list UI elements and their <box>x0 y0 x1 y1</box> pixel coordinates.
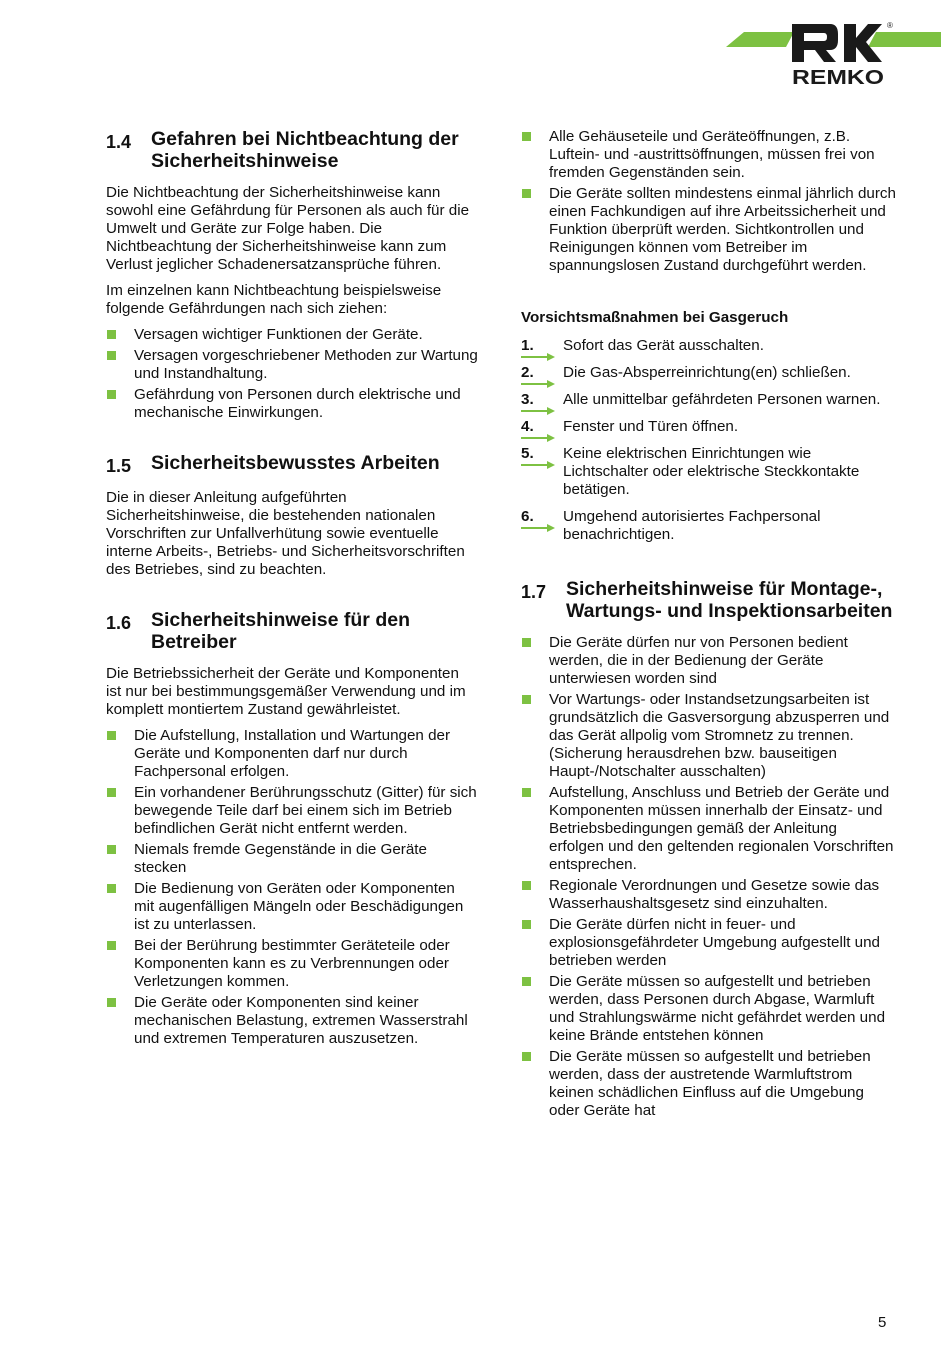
list-item: Alle Gehäuseteile und Geräteöffnungen, z.B. Luftein- und -austrittsöffnungen, müssen frei von fremden Gegenständen sein. <box>521 128 896 182</box>
step-text: Die Gas-Absperreinrichtung(en) schließen. <box>563 364 851 381</box>
arrow-underline-icon <box>521 434 555 442</box>
list-item: Regionale Verordnungen und Gesetze sowie das Wasserhaushaltsgesetz sind einzuhalten. <box>521 877 896 913</box>
section-title: Gefahren bei Nichtbeachtung der Sicherheitshinweise <box>151 128 459 172</box>
brand-name: REMKO <box>792 67 884 88</box>
list-item: Die Geräte dürfen nur von Personen bedient werden, die in der Bedienung der Geräte unterwiesen worden sind <box>521 634 896 688</box>
step-text: Fenster und Türen öffnen. <box>563 418 739 435</box>
bullet-list <box>106 326 478 422</box>
step-text: Keine elektrischen Einrichtungen wie Lichtschalter oder elektrische Steckkontakte betätigen. <box>563 445 860 498</box>
list-item: Bei der Berührung bestimmter Geräteteile oder Komponenten kann es zu Verbrennungen oder Verletzungen kommen. <box>106 937 478 991</box>
step-number-text: 5. <box>521 445 534 462</box>
step-item <box>521 364 896 382</box>
step-text: Alle unmittelbar gefährdeten Personen warnen. <box>563 391 881 408</box>
step-item <box>521 508 896 544</box>
step-item <box>521 391 896 409</box>
bullet-list <box>521 634 896 1120</box>
paragraph: Die Betriebssicherheit der Geräte und Komponenten ist nur bei bestimmungsgemäßer Verwendung und im komplett montiertem Zustand gewährleistet. <box>106 665 466 718</box>
page-number: 5 <box>878 1314 887 1331</box>
step-item <box>521 445 896 499</box>
step-item <box>521 418 896 436</box>
list-item: Aufstellung, Anschluss und Betrieb der Geräte und Komponenten müssen innerhalb der Einsatz- und Betriebsbedingungen gemäß der Anleitung erfolgen und den geltenden regionalen Vorschriften entsprechen. <box>521 784 896 874</box>
list-item: Gefährdung von Personen durch elektrische und mechanische Einwirkungen. <box>106 386 478 422</box>
list-item: Die Bedienung von Geräten oder Komponenten mit augenfälligen Mängeln oder Beschädigungen ist zu unterlassen. <box>106 880 478 934</box>
step-number-text: 4. <box>521 418 534 435</box>
arrow-underline-icon <box>521 407 555 415</box>
step-text: Sofort das Gerät ausschalten. <box>563 337 764 354</box>
step-number <box>521 364 563 382</box>
paragraph: Die in dieser Anleitung aufgeführten Sicherheitshinweise, die bestehenden nationalen Vorschriften zur Unfallverhütung sowie eventuelle interne Arbeits-, Betriebs- und Sicherheitsvorschriften des Betriebes, sind zu beachten. <box>106 489 465 578</box>
section-1-4 <box>106 128 478 422</box>
list-item: Versagen vorgeschriebener Methoden zur Wartung und Instandhaltung. <box>106 347 478 383</box>
step-number-text: 2. <box>521 364 534 381</box>
section-title: Sicherheitsbewusstes Arbeiten <box>151 452 440 474</box>
step-number <box>521 391 563 409</box>
section-1-7 <box>521 578 896 1120</box>
section-1-6 <box>106 609 478 1048</box>
arrow-underline-icon <box>521 353 555 361</box>
registered-mark: ® <box>887 21 893 30</box>
list-item: Die Geräte dürfen nicht in feuer- und explosionsgefährdeter Umgebung aufgestellt und betrieben werden <box>521 916 896 970</box>
right-column <box>521 128 896 1123</box>
arrow-underline-icon <box>521 380 555 388</box>
section-heading <box>106 452 478 477</box>
step-number <box>521 508 563 544</box>
left-column <box>106 128 478 1051</box>
step-list <box>521 337 896 544</box>
step-text: Umgehend autorisiertes Fachpersonal benachrichtigen. <box>563 508 821 543</box>
list-item: Die Aufstellung, Installation und Wartungen der Geräte und Komponenten darf nur durch Fachpersonal erfolgen. <box>106 727 478 781</box>
list-item: Versagen wichtiger Funktionen der Geräte. <box>106 326 478 344</box>
step-number <box>521 337 563 355</box>
step-number-text: 6. <box>521 508 534 525</box>
section-number: 1.6 <box>106 613 132 633</box>
list-item: Ein vorhandener Berührungsschutz (Gitter) für sich bewegende Teile darf bei einem sich im Betrieb befindlichen Gerät nicht entfernt werden. <box>106 784 478 838</box>
gas-smell-precautions <box>521 309 896 544</box>
arrow-underline-icon <box>521 461 555 469</box>
list-item: Niemals fremde Gegenstände in die Geräte stecken <box>106 841 478 877</box>
bullet-list <box>106 727 478 1048</box>
section-title: Sicherheitshinweise für Montage-, Wartungs- und Inspektionsarbeiten <box>566 578 893 622</box>
subheading: Vorsichtsmaßnahmen bei Gasgeruch <box>521 309 789 326</box>
step-number <box>521 445 563 499</box>
section-heading <box>106 128 478 172</box>
arrow-underline-icon <box>521 524 555 532</box>
step-number-text: 1. <box>521 337 534 354</box>
list-item: Die Geräte müssen so aufgestellt und betrieben werden, dass der austretende Warmluftstrom keinen schädlichen Einfluss auf die Umgebung oder Geräte hat <box>521 1048 896 1120</box>
section-title: Sicherheitshinweise für den Betreiber <box>151 609 410 653</box>
paragraph: Im einzelnen kann Nichtbeachtung beispielsweise folgende Gefährdungen nach sich ziehen: <box>106 282 442 317</box>
remko-logo <box>726 18 941 88</box>
section-heading <box>521 578 896 622</box>
section-number: 1.5 <box>106 456 132 476</box>
section-number: 1.7 <box>521 582 547 602</box>
list-item: Vor Wartungs- oder Instandsetzungsarbeiten ist grundsätzlich die Gasversorgung abzusperren und das Gerät allpolig vom Stromnetz zu trennen. (Sicherung herausdrehen bzw. bauseitigen Haupt-/Notschalter ausschalten) <box>521 691 896 781</box>
step-number-text: 3. <box>521 391 534 408</box>
section-1-5 <box>106 452 478 579</box>
list-item: Die Geräte sollten mindestens einmal jährlich durch einen Fachkundigen auf ihre Arbeitssicherheit und Funktion überprüft werden. Sichtkontrollen und Reinigungen können vom Betreiber im spannungslosen Zustand durchgeführt werden. <box>521 185 896 275</box>
list-item: Die Geräte müssen so aufgestellt und betrieben werden, dass Personen durch Abgase, Warmluft und Strahlungswärme nicht gefährdet werden und keine Brände entstehen können <box>521 973 896 1045</box>
section-number: 1.4 <box>106 132 132 152</box>
list-item: Die Geräte oder Komponenten sind keiner mechanischen Belastung, extremen Wasserstrahl und extremen Temperaturen auszusetzen. <box>106 994 478 1048</box>
bullet-list <box>521 128 896 275</box>
section-heading <box>106 609 478 653</box>
step-item <box>521 337 896 355</box>
step-number <box>521 418 563 436</box>
paragraph: Die Nichtbeachtung der Sicherheitshinweise kann sowohl eine Gefährdung für Personen als auch für die Umwelt und Geräte zur Folge haben. Die Nichtbeachtung der Sicherheitshinweise kann zum Verlust jeglicher Schadenersatzansprüche führen. <box>106 184 470 273</box>
